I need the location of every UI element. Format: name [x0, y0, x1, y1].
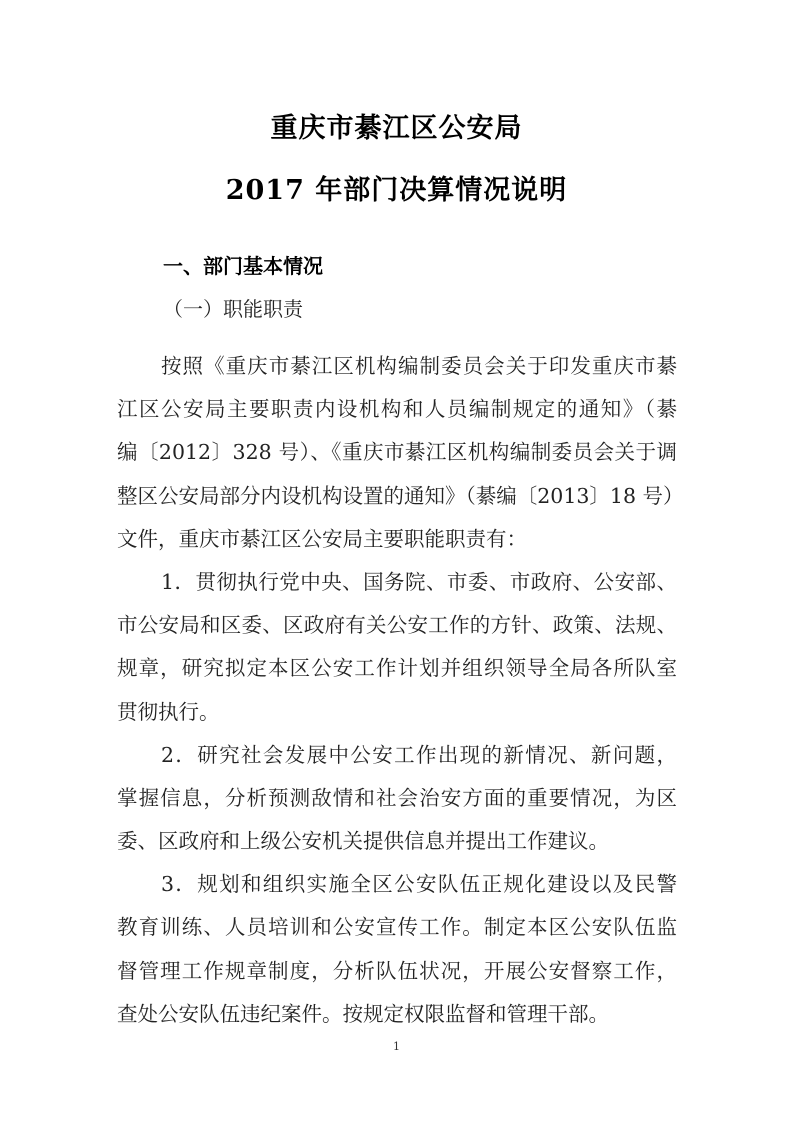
- paragraph-line: 掌握信息，分析预测敌情和社会治安方面的重要情况，为区: [117, 785, 677, 810]
- page-number: 1: [393, 1040, 400, 1053]
- paragraph-line: 督管理工作规章制度，分析队伍状况，开展公安督察工作，: [117, 958, 677, 983]
- paragraph-line: 江区公安局主要职责内设机构和人员编制规定的通知》（綦: [117, 397, 677, 422]
- paragraph-line: 编〔2012〕328 号）、《重庆市綦江区机构编制委员会关于调: [117, 440, 677, 465]
- paragraph-line: 按照《重庆市綦江区机构编制委员会关于印发重庆市綦: [161, 354, 677, 378]
- paragraph-line: 查处公安队伍违纪案件。按规定权限监督和管理干部。: [117, 1001, 609, 1026]
- subsection-heading: （一）职能职责: [163, 297, 303, 321]
- paragraph-line: 委、区政府和上级公安机关提供信息并提出工作建议。: [117, 829, 609, 854]
- paragraph-line: 2．研究社会发展中公安工作出现的新情况、新问题，: [161, 742, 677, 767]
- paragraph-line: 3．规划和组织实施全区公安队伍正规化建设以及民警: [161, 872, 677, 897]
- section-heading: 一、部门基本情况: [163, 254, 323, 278]
- document-body: [117, 345, 684, 1036]
- paragraph-line: 规章，研究拟定本区公安工作计划并组织领导全局各所队室: [117, 656, 677, 681]
- paragraph-line: 整区公安局部分内设机构设置的通知》（綦编〔2013〕18 号）: [117, 483, 684, 508]
- document-title-organization: 重庆市綦江区公安局: [270, 113, 523, 144]
- paragraph-line: 1．贯彻执行党中央、国务院、市委、市政府、公安部、: [161, 569, 677, 594]
- paragraph-line: 文件，重庆市綦江区公安局主要职能职责有：: [117, 526, 527, 551]
- document-title-report: 2017 年部门决算情况说明: [225, 175, 568, 206]
- paragraph-line: 教育训练、人员培训和公安宣传工作。制定本区公安队伍监: [117, 915, 677, 940]
- paragraph-line: 市公安局和区委、区政府有关公安工作的方针、政策、法规、: [117, 613, 677, 638]
- paragraph-line: 贯彻执行。: [117, 699, 220, 724]
